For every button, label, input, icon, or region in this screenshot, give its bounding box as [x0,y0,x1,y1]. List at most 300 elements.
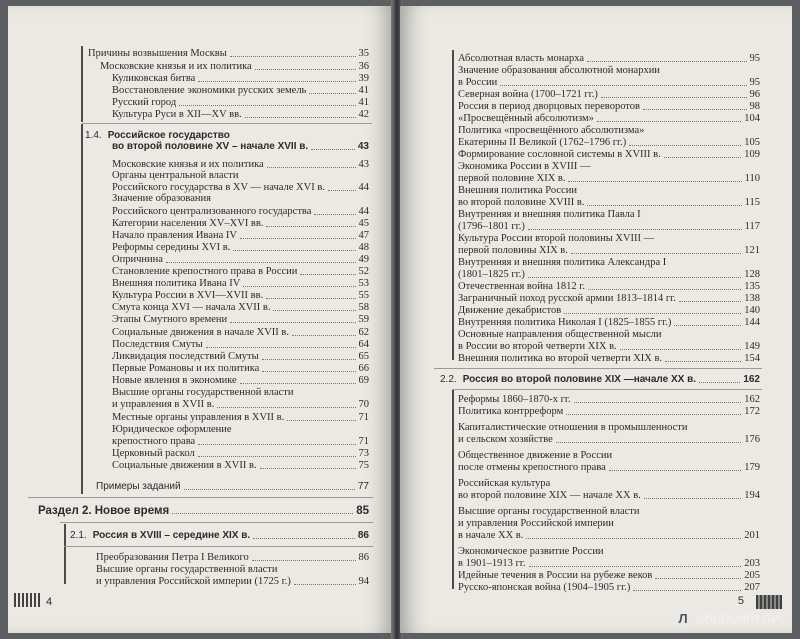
toc-entry-title: Северная война (1700–1721 гг.) [458,89,598,100]
toc-entry [458,269,760,281]
watermark-logo [674,609,778,627]
toc-page-number: 41 [358,85,369,96]
toc-entry-title: и управления Российской империи [458,518,614,529]
dot-leader [609,470,741,471]
toc-entry [96,481,369,493]
toc-entry [112,387,369,399]
toc-entry [112,351,369,363]
toc-entry [112,375,369,387]
toc-entry-title: Реформы 1860–1870-х гг. [458,394,571,405]
toc-entry-title: Примеры заданий [96,481,181,492]
toc-entry-title: Российского централизованного государства [112,206,312,217]
toc-entry [112,206,369,218]
dot-leader [566,414,741,415]
toc-entry [458,490,760,502]
toc-entry [112,399,369,411]
section-bar [64,524,66,584]
toc-entry-title: Культура России в XVI—XVII вв. [112,290,264,301]
toc-entry [112,254,369,266]
toc-page-number: 95 [749,53,760,64]
toc-entry [458,197,760,209]
dot-leader [665,361,741,362]
toc-entry [112,97,369,109]
section-rule [452,389,762,390]
page-edge-marks [756,595,782,609]
toc-entry [96,564,369,576]
toc-page-number: 77 [357,481,369,492]
dot-leader [311,149,355,150]
toc-page-number: 44 [358,206,369,217]
toc-entry [112,85,369,97]
toc-entry-title: Российского государства в XV — начале XVI в. [112,182,325,193]
toc-page-number: 45 [358,218,369,229]
toc-entry [458,125,760,137]
dot-leader [287,420,355,421]
dot-leader [206,347,356,348]
toc-entry [112,266,369,278]
dot-leader [528,277,741,278]
toc-entry [112,448,369,460]
toc-entry [458,257,760,269]
toc-page-number: 203 [744,558,760,569]
toc-entry-title: Местные органы управления в XVII в. [112,412,285,423]
dot-leader [664,157,741,158]
toc-page-number: 117 [744,221,760,232]
toc-entry-title: Россия во второй половине XIX —начале XX в. [462,374,697,385]
toc-page-number: 207 [744,582,760,593]
toc-entry-title: во второй половине XV – начале XVII в. [112,141,309,152]
toc-entry-title: Раздел 2. Новое время [38,505,170,517]
toc-entry-title: Общественное движение в России [458,450,613,461]
toc-entry-title: Культура России второй половины XVIII — [458,233,655,244]
dot-leader [587,61,746,62]
toc-entry-title: Капиталистические отношения в промышленности [458,422,688,433]
toc-entry [112,363,369,375]
section-bar [81,124,83,494]
toc-page-number: 36 [358,61,369,72]
toc-page-number: 162 [744,394,760,405]
toc-entry-title: Заграничный поход русской армии 1813–1814 гг. [458,293,676,304]
toc-entry-title: Начало правления Ивана IV [112,230,237,241]
toc-entry [458,185,760,197]
toc-entry [112,290,369,302]
toc-entry [458,233,760,245]
section-rule [82,123,372,124]
toc-entry-title: во второй половине XIX — начале XX в. [458,490,641,501]
toc-entry-title: Культура Руси в XII—XV вв. [112,109,242,120]
toc-entry-title: Российское государство [107,130,230,141]
section-rule [434,368,762,369]
toc-page-number: 44 [358,182,369,193]
toc-page-number: 172 [744,406,760,417]
toc-entry-title: Российская культура [458,478,551,489]
toc-entry-title: Экономика России в XVIII — [458,161,591,172]
dot-leader [655,578,741,579]
toc-entry [112,412,369,424]
toc-entry [458,113,760,125]
toc-entry [112,218,369,230]
toc-entry [458,570,760,582]
toc-entry-title: Формирование сословной системы в XVIII в. [458,149,661,160]
toc-page-number: 55 [358,290,369,301]
toc-page-number: 43 [357,141,369,152]
toc-page-number: 95 [749,77,760,88]
dot-leader [500,85,746,86]
dot-leader [198,444,355,445]
toc-entry [458,77,760,89]
toc-entry-title: и управления в XVII в. [112,399,215,410]
dot-leader [243,286,355,287]
toc-entry [458,422,760,434]
toc-entry [458,434,760,446]
dot-leader [528,229,742,230]
toc-entry [458,518,760,530]
toc-entry-title: Значение образования абсолютной монархии [458,65,660,76]
dot-leader [564,313,741,314]
toc-page-number: 69 [358,375,369,386]
toc-entry [112,170,369,182]
dot-leader [620,349,742,350]
toc-entry-title: Россия в XVIII – середине XIX в. [92,530,251,541]
toc-entry [458,317,760,329]
toc-entry-title: в 1901–1913 гг. [458,558,526,569]
toc-entry [96,576,369,588]
toc-page-number: 71 [358,412,369,423]
toc-entry [458,89,760,101]
labirint-logo-icon: Л [674,609,692,627]
toc-page-number: 59 [358,314,369,325]
toc-entry-title: Значение образования [112,193,211,204]
page-edge-marks [14,593,40,607]
toc-entry [88,48,369,60]
toc-entry [458,450,760,462]
toc-entry-title: Внешняя политика Ивана IV [112,278,241,289]
toc-page-number: 94 [358,576,369,587]
toc-page-number: 41 [358,97,369,108]
toc-entry [112,460,369,472]
toc-entry [458,137,760,149]
toc-entry-title: первой половине XIX в. [458,173,566,184]
section-number: 2.2. [440,374,457,385]
toc-entry-title: Внешняя политика во второй четверти XIX в. [458,353,663,364]
toc-entry-title: Церковный раскол [112,448,195,459]
section-rule [64,546,373,547]
toc-page-number: 65 [358,351,369,362]
dot-leader [644,498,741,499]
dot-leader [267,167,356,168]
toc-page-number: 104 [744,113,760,124]
toc-page-number: 43 [358,159,369,170]
right-page [400,6,792,633]
dot-leader [230,322,355,323]
toc-page-number: 115 [744,197,760,208]
toc-page-number: 135 [744,281,760,292]
toc-page-number: 128 [744,269,760,280]
dot-leader [262,359,356,360]
dot-leader [262,371,355,372]
toc-entry-title: Юридическое оформление [112,424,232,435]
section-number: 1.4. [85,130,102,141]
section-rule [28,497,373,498]
toc-page-number: 105 [744,137,760,148]
toc-entry-title: Русский город [112,97,177,108]
toc-entry [112,314,369,326]
toc-page-number: 96 [749,89,760,100]
toc-entry-title: Органы центральной власти [112,170,239,181]
toc-page-number: 35 [358,48,369,59]
toc-entry-title: Экономическое развитие России [458,546,604,557]
toc-entry-title: после отмены крепостного права [458,462,606,473]
toc-page-number: 73 [358,448,369,459]
toc-page-number: 179 [744,462,760,473]
toc-entry [458,341,760,353]
toc-entry-title: и сельском хозяйстве [458,434,553,445]
toc-entry [458,558,760,570]
toc-entry-title: «Просвещённый абсолютизм» [458,113,594,124]
toc-entry [112,73,369,85]
toc-page-number: 121 [744,245,760,256]
toc-entry [458,406,760,418]
toc-page-number: 52 [358,266,369,277]
dot-leader [266,298,355,299]
toc-entry [112,302,369,314]
toc-page-number: 47 [358,230,369,241]
toc-entry-title: в начале XX в. [458,530,524,541]
toc-page-number: 205 [744,570,760,581]
toc-entry-title: Московские князья и их политика [112,159,264,170]
dot-leader [292,335,356,336]
toc-page-number: 70 [358,399,369,410]
dot-leader [526,538,741,539]
dot-leader [574,402,742,403]
dot-leader [266,226,355,227]
toc-entry [112,230,369,242]
toc-entry [458,101,760,113]
toc-entry-title: Отечественная война 1812 г. [458,281,585,292]
toc-entry-title: (1801–1825 гг.) [458,269,525,280]
dot-leader [198,81,355,82]
dot-leader [255,69,356,70]
toc-entry-title: Восстановление экономики русских земель [112,85,307,96]
toc-entry-title: Этапы Смутного времени [112,314,228,325]
toc-entry-title: Куликовская битва [112,73,196,84]
toc-page-number: 86 [358,552,369,563]
dot-leader [529,566,742,567]
toc-entry-title: Внутренняя и внешняя политика Александра I [458,257,667,268]
toc-page-number: 49 [358,254,369,265]
toc-entry [112,436,369,448]
toc-entry-title: Социальные движения в начале XVII в. [112,327,289,338]
dot-leader [240,238,356,239]
toc-entry [440,374,760,386]
toc-entry-title: и управления Российской империи (1725 г.) [96,576,291,587]
toc-entry-title: первой половины XIX в. [458,245,568,256]
section-bar [452,50,454,360]
dot-leader [166,262,356,263]
toc-entry [458,149,760,161]
toc-entry-title: Преобразования Петра I Великого [96,552,249,563]
dot-leader [233,250,355,251]
toc-entry [458,293,760,305]
toc-page-number: 110 [744,173,760,184]
dot-leader [587,205,741,206]
toc-entry [112,242,369,254]
toc-page-number: 71 [358,436,369,447]
toc-entry [100,61,369,73]
dot-leader [240,383,356,384]
toc-page-number: 53 [358,278,369,289]
section-bar [452,389,454,589]
toc-page-number: 154 [744,353,760,364]
toc-entry-title: Внутренняя и внешняя политика Павла I [458,209,641,220]
toc-entry [458,353,760,365]
toc-entry-title: во второй половине XVIII в. [458,197,585,208]
dot-leader [300,274,355,275]
toc-page-number: 85 [356,505,369,517]
toc-entry-title: Русско-японская война (1904–1905 гг.) [458,582,631,593]
toc-entry [70,530,369,542]
dot-leader [172,513,353,514]
toc-entry [458,281,760,293]
toc-entry [112,339,369,351]
dot-leader [597,121,741,122]
toc-entry-title: Новые явления в экономике [112,375,237,386]
toc-entry-title: Последствия Смуты [112,339,203,350]
toc-entry [458,53,760,65]
toc-page-number: 75 [358,460,369,471]
toc-page-number: 176 [744,434,760,445]
dot-leader [273,310,355,311]
toc-entry [96,552,369,564]
toc-page-number: 138 [744,293,760,304]
toc-page-number: 64 [358,339,369,350]
dot-leader [184,489,355,490]
toc-entry [458,209,760,221]
toc-page-number: 62 [358,327,369,338]
left-page-number: 4 [46,596,53,608]
toc-page-number: 39 [358,73,369,84]
toc-page-number: 149 [744,341,760,352]
toc-page-number: 201 [744,530,760,541]
toc-entry-title: Ликвидация последствий Смуты [112,351,259,362]
left-page [8,6,393,633]
dot-leader [679,301,741,302]
toc-entry-title: Абсолютная власть монарха [458,53,585,64]
toc-entry-title: (1796–1801 гг.) [458,221,525,232]
toc-entry-title: Высшие органы государственной власти [112,387,294,398]
toc-entry-title: Внутренняя политика Николая I (1825–1855 гг.) [458,317,672,328]
section-number: 2.1. [70,530,87,541]
toc-page-number: 86 [357,530,369,541]
toc-entry [458,305,760,317]
toc-entry [458,173,760,185]
toc-page-number: 109 [744,149,760,160]
dot-leader [699,382,740,383]
toc-entry-title: Внешняя политика России [458,185,577,196]
toc-entry-title: Социальные движения в XVII в. [112,460,257,471]
toc-entry [112,109,369,121]
toc-page-number: 194 [744,490,760,501]
toc-page-number: 58 [358,302,369,313]
section-bar [81,46,83,122]
toc-entry [112,278,369,290]
dot-leader [230,56,356,57]
toc-entry [458,245,760,257]
watermark-text: абиринт.ру [696,609,778,627]
toc-entry-title: Высшие органы государственной власти [458,506,640,517]
toc-entry-title: Движение декабристов [458,305,562,316]
dot-leader [588,289,741,290]
toc-entry [458,394,760,406]
toc-page-number: 144 [744,317,760,328]
toc-entry-title: Екатерины II Великой (1762–1796 гг.) [458,137,627,148]
toc-entry [112,327,369,339]
toc-entry-title: Высшие органы государственной власти [96,564,278,575]
toc-entry-title: Категории населения XV–XVI вв. [112,218,264,229]
toc-entry [458,161,760,173]
dot-leader [629,145,741,146]
dot-leader [674,325,741,326]
toc-entry-title: в России во второй четверти XIX в. [458,341,617,352]
toc-entry [38,505,369,517]
toc-entry [458,462,760,474]
toc-entry [458,546,760,558]
right-page-number: 5 [737,595,744,607]
toc-entry-title: крепостного права [112,436,196,447]
toc-entry [458,221,760,233]
dot-leader [252,560,356,561]
toc-entry [458,478,760,490]
toc-entry-title: Россия в период дворцовых переворотов [458,101,640,112]
toc-entry [112,141,369,153]
toc-entry-title: в России [458,77,498,88]
dot-leader [643,109,747,110]
toc-entry-title: Первые Романовы и их политика [112,363,260,374]
toc-entry-title: Смута конца XVI — начала XVII в. [112,302,271,313]
toc-entry-title: Опричнина [112,254,163,265]
toc-page-number: 98 [749,101,760,112]
dot-leader [245,117,356,118]
dot-leader [198,456,356,457]
toc-entry [458,329,760,341]
dot-leader [328,190,356,191]
dot-leader [253,538,355,539]
toc-entry [458,65,760,77]
toc-page-number: 48 [358,242,369,253]
toc-entry [458,530,760,542]
toc-entry-title: Политика контрреформ [458,406,564,417]
toc-entry [112,193,369,205]
dot-leader [179,105,355,106]
toc-page-number: 66 [358,363,369,374]
dot-leader [314,214,355,215]
toc-page-number: 140 [744,305,760,316]
dot-leader [601,97,747,98]
toc-entry-title: Причины возвышения Москвы [88,48,227,59]
toc-entry [112,424,369,436]
toc-entry-title: Реформы середины XVI в. [112,242,231,253]
dot-leader [294,584,356,585]
toc-entry-title: Становление крепостного права в России [112,266,298,277]
dot-leader [556,442,741,443]
dot-leader [571,253,741,254]
toc-entry-title: Политика «просвещённого абсолютизма» [458,125,645,136]
section-rule [60,522,373,523]
toc-entry-title: Основные направления общественной мысли [458,329,662,340]
dot-leader [217,407,355,408]
dot-leader [309,93,355,94]
toc-entry [458,582,760,594]
